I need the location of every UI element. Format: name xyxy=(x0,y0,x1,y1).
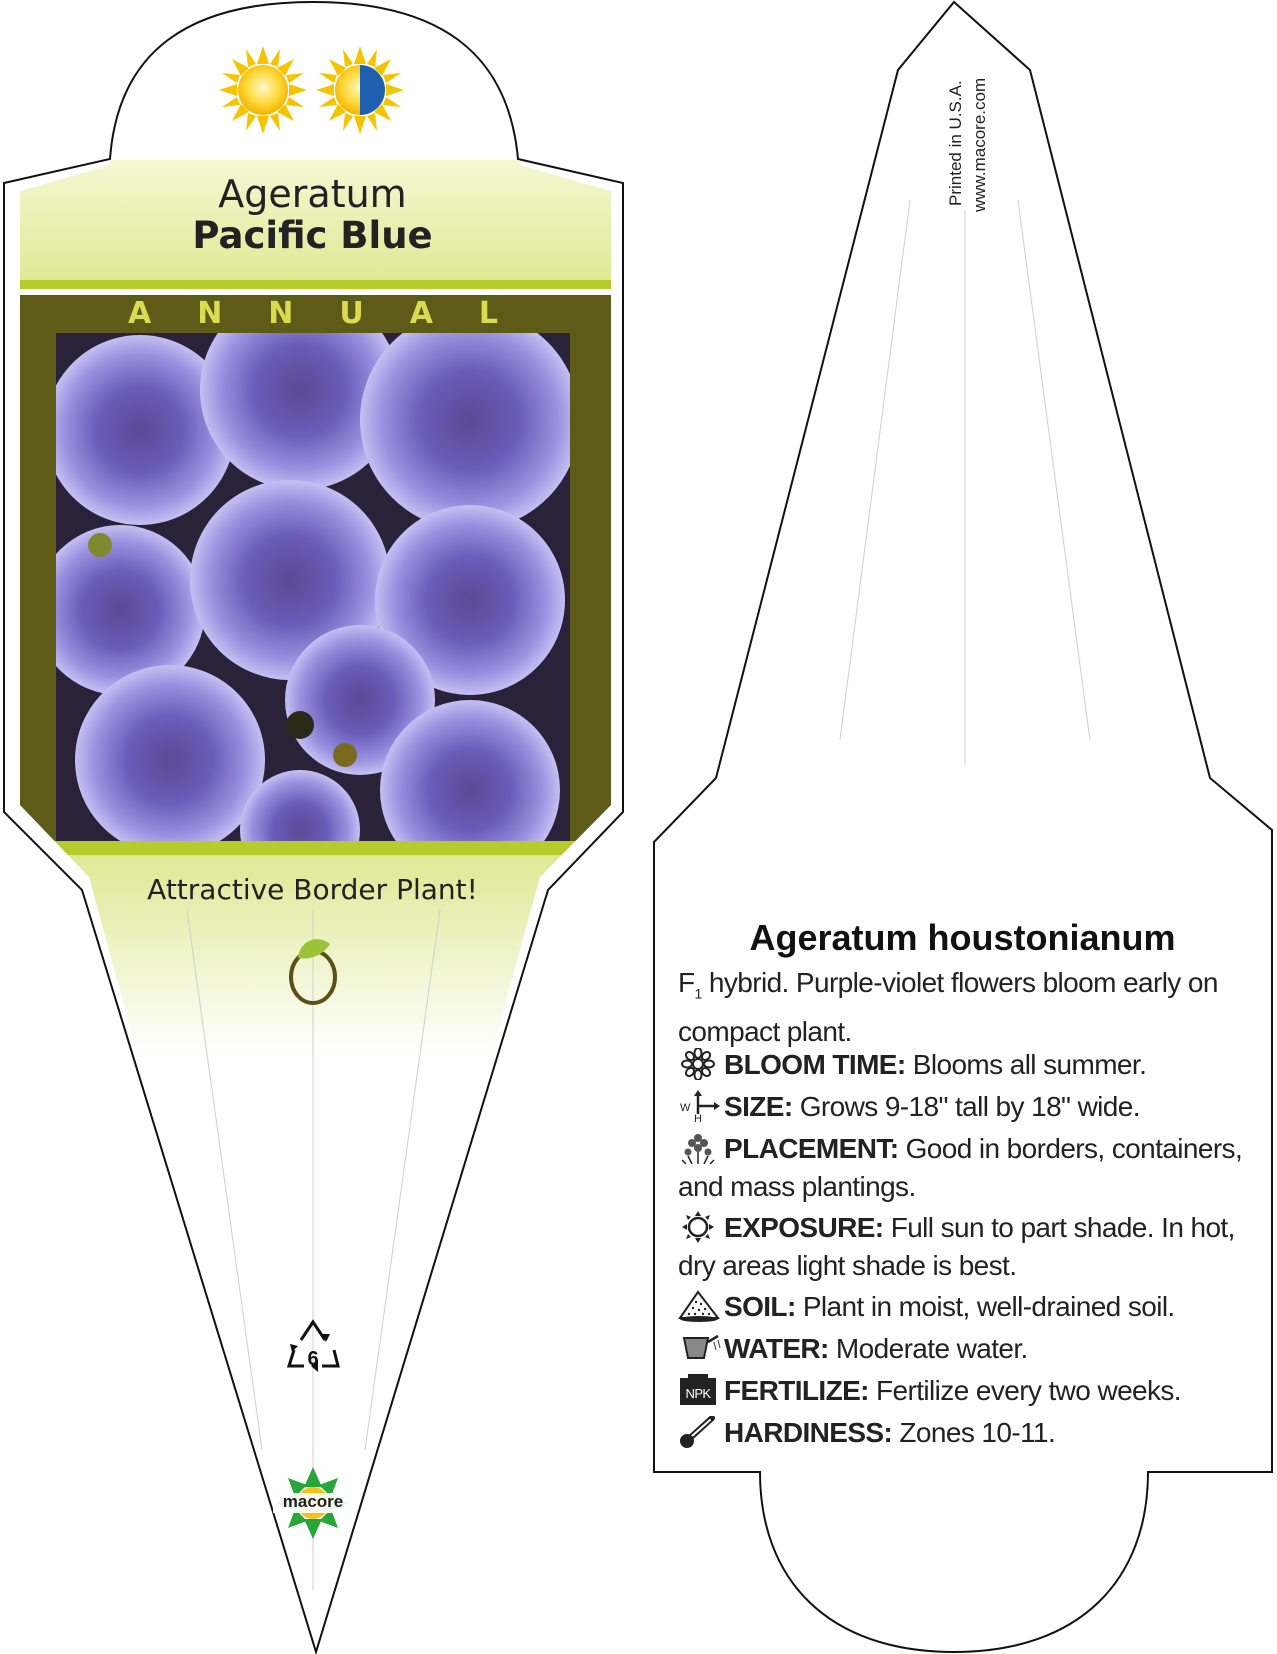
care-soil xyxy=(678,1288,1268,1326)
soil-icon xyxy=(678,1290,722,1322)
npk-icon xyxy=(678,1374,722,1406)
care-size xyxy=(678,1088,1268,1126)
description-subscript: 1 xyxy=(694,985,702,1002)
care-text: Moderate water. xyxy=(828,1333,1028,1364)
recycle-code: 6 xyxy=(307,1348,319,1370)
care-label: SIZE: xyxy=(724,1091,793,1122)
care-text: Good in borders, containers, and mass plantings. xyxy=(678,1133,1243,1202)
care-label: PLACEMENT: xyxy=(724,1133,899,1164)
care-text: Full sun to part shade. In hot, dry areas light shade is best. xyxy=(678,1212,1235,1281)
care-fertilize xyxy=(678,1372,1268,1410)
care-exposure xyxy=(678,1209,1268,1285)
description-f: F xyxy=(678,967,695,998)
care-text: Blooms all summer. xyxy=(905,1049,1147,1080)
scientific-name: Ageratum houstonianum xyxy=(749,917,1176,958)
website: www.macore.com xyxy=(970,77,989,212)
care-label: FERTILIZE: xyxy=(724,1375,869,1406)
category-letter: N xyxy=(268,296,294,331)
category-letter: A xyxy=(128,296,152,331)
care-label: BLOOM TIME: xyxy=(724,1049,906,1080)
care-placement xyxy=(678,1130,1268,1206)
care-label: EXPOSURE: xyxy=(724,1212,884,1243)
npk-text: NPK xyxy=(685,1386,711,1401)
variety-name: Pacific Blue xyxy=(192,214,433,257)
care-text: Zones 10-11. xyxy=(892,1417,1056,1448)
brand-name: macore xyxy=(282,1492,344,1511)
care-label: SOIL: xyxy=(724,1291,796,1322)
care-label: WATER: xyxy=(724,1333,829,1364)
category-letter: L xyxy=(478,296,498,331)
thermometer-icon xyxy=(678,1416,722,1448)
common-name: Ageratum xyxy=(218,172,407,216)
part-shade-icon xyxy=(316,46,404,134)
size-w: W xyxy=(680,1102,690,1114)
care-text: Grows 9-18" tall by 18" wide. xyxy=(792,1091,1140,1122)
flower-photo xyxy=(35,290,580,890)
care-text: Fertilize every two weeks. xyxy=(868,1375,1181,1406)
printed-in: Printed in U.S.A. xyxy=(946,80,965,206)
category-label xyxy=(128,296,498,331)
care-hardiness xyxy=(678,1414,1268,1452)
full-sun-icon xyxy=(219,46,307,134)
category-letter: N xyxy=(197,296,223,331)
size-h: H xyxy=(694,1113,702,1122)
care-water xyxy=(678,1330,1268,1368)
care-text: Plant in moist, well-drained soil. xyxy=(795,1291,1175,1322)
placement-flowers-icon xyxy=(678,1132,722,1164)
flower-icon xyxy=(678,1048,722,1080)
sun-outline-icon xyxy=(678,1211,722,1243)
description-text: hybrid. Purple-violet flowers bloom early on compact plant. xyxy=(678,967,1218,1047)
size-arrows-icon xyxy=(678,1090,722,1122)
description xyxy=(678,964,1268,1051)
care-label: HARDINESS: xyxy=(724,1417,893,1448)
watering-can-icon xyxy=(678,1332,722,1364)
category-letter: A xyxy=(409,296,433,331)
tagline: Attractive Border Plant! xyxy=(147,873,478,906)
care-bloom-time xyxy=(678,1046,1268,1084)
category-letter: U xyxy=(339,296,364,331)
